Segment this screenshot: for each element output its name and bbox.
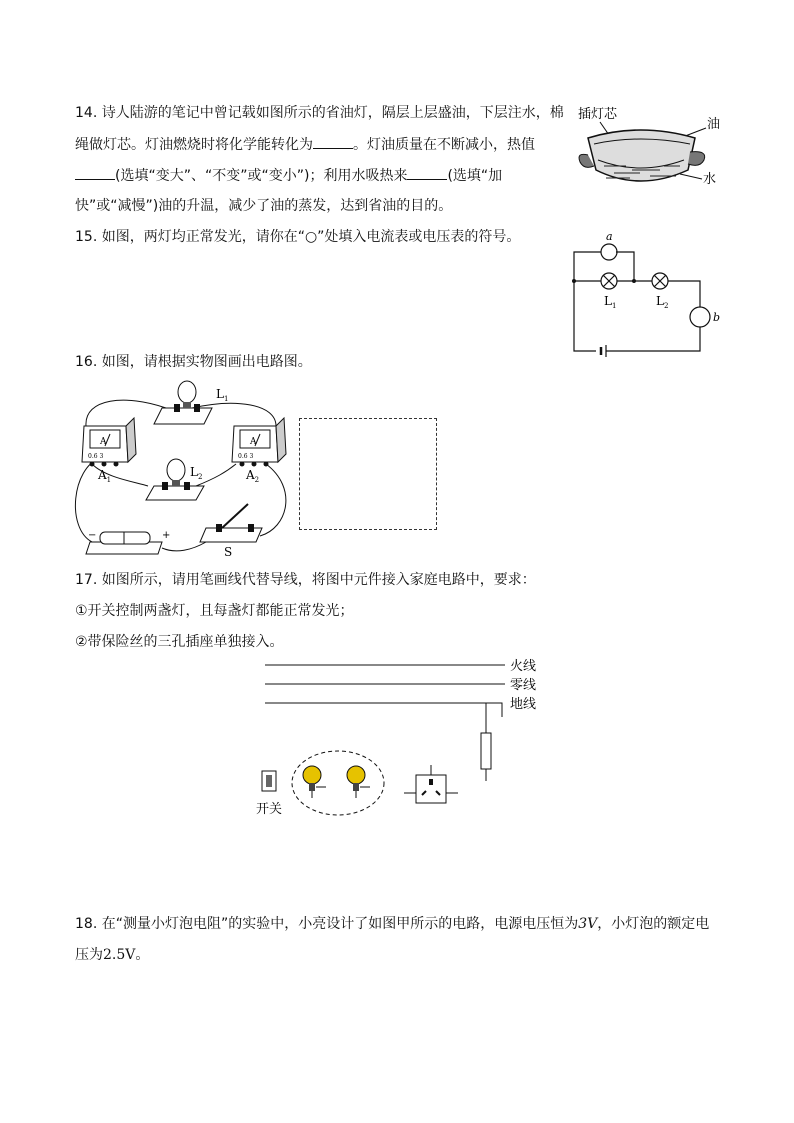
q16-physical-circuit-figure bbox=[66, 378, 306, 560]
meter-b-label: b bbox=[713, 311, 721, 324]
q14-line4: 快”或“减慢”)油的升温，减少了油的蒸发，达到省油的目的。 bbox=[75, 198, 453, 214]
q17-household-circuit-figure bbox=[250, 655, 550, 820]
q18-rated-voltage: 2.5V bbox=[103, 947, 136, 963]
neutral-wire-label: 零线 bbox=[510, 678, 537, 693]
q14-line3-part2: (选填“加 bbox=[447, 168, 503, 184]
switch-s-label: S bbox=[224, 545, 233, 559]
lamp-l2-label: $L_2$ bbox=[656, 294, 669, 310]
label-wick: 插灯芯 bbox=[578, 107, 618, 122]
q14-line2 bbox=[75, 134, 535, 155]
label-oil: 油 bbox=[707, 117, 721, 132]
q17-text: 17. 如图所示，请用笔画线代替导线，将图中元件接入家庭电路中，要求： bbox=[75, 572, 536, 588]
ammeter-a2-face-label: A bbox=[250, 437, 257, 447]
svg-text:+: + bbox=[162, 530, 171, 541]
label-water: 水 bbox=[703, 172, 717, 187]
q16-text: 16. 如图，请根据实物图画出电路图。 bbox=[75, 354, 312, 370]
q17-requirement-1: ①开关控制两盏灯，且每盏灯都能正常发光； bbox=[75, 603, 354, 619]
ammeter-a1-scale: 0.6 3 bbox=[88, 453, 104, 460]
bulb-l1-label: $L_1$ bbox=[216, 387, 229, 403]
switch-label: 开关 bbox=[256, 802, 283, 817]
q14-line3-part1: (选填“变大”、“不变”或“变小”)；利用水吸热来 bbox=[115, 168, 408, 184]
q18-line1-tail: ，小灯泡的额定电 bbox=[597, 916, 710, 932]
q14-line3 bbox=[75, 165, 502, 186]
q18-line2-tail: 。 bbox=[135, 947, 150, 963]
q18-supply-voltage: 3V bbox=[578, 916, 598, 932]
ammeter-a1-label: $A_1$ bbox=[98, 468, 112, 484]
q14-line2-part2: 。灯油质量在不断减小，热值 bbox=[353, 137, 535, 153]
q14-blank-energy[interactable] bbox=[313, 134, 353, 149]
q14-line1: 14. 诗人陆游的笔记中曾记载如图所示的省油灯，隔层上层盛油，下层注水，棉 bbox=[75, 105, 564, 121]
q16-answer-box[interactable] bbox=[299, 418, 437, 530]
ground-wire-label: 地线 bbox=[510, 697, 537, 712]
q18-line1 bbox=[75, 914, 709, 934]
live-wire-label: 火线 bbox=[510, 659, 537, 674]
q15-circuit-figure bbox=[568, 225, 728, 360]
ammeter-a1-face-label: A bbox=[100, 437, 107, 447]
oil-lamp-figure bbox=[570, 100, 730, 195]
q18-line2 bbox=[75, 945, 149, 965]
q18-line1-text: 18. 在“测量小灯泡电阻”的实验中，小亮设计了如图甲所示的电路，电源电压恒为 bbox=[75, 916, 579, 932]
meter-a-label: a bbox=[606, 230, 613, 243]
ammeter-a2-label: $A_2$ bbox=[246, 468, 260, 484]
q18-line2-text: 压为 bbox=[75, 947, 103, 963]
svg-text:−: − bbox=[88, 530, 97, 541]
q17-requirement-2: ②带保险丝的三孔插座单独接入。 bbox=[75, 634, 284, 650]
bulb-l2-label: $L_2$ bbox=[190, 465, 203, 481]
q14-line2-part1: 绳做灯芯。灯油燃烧时将化学能转化为 bbox=[75, 137, 313, 153]
q15-text: 15. 如图，两灯均正常发光，请你在“○”处填入电流表或电压表的符号。 bbox=[75, 229, 521, 245]
q14-blank-heat-value[interactable] bbox=[75, 165, 115, 180]
q14-blank-speed[interactable] bbox=[407, 165, 447, 180]
ammeter-a2-scale: 0.6 3 bbox=[238, 453, 254, 460]
lamp-l1-label: $L_1$ bbox=[604, 294, 617, 310]
